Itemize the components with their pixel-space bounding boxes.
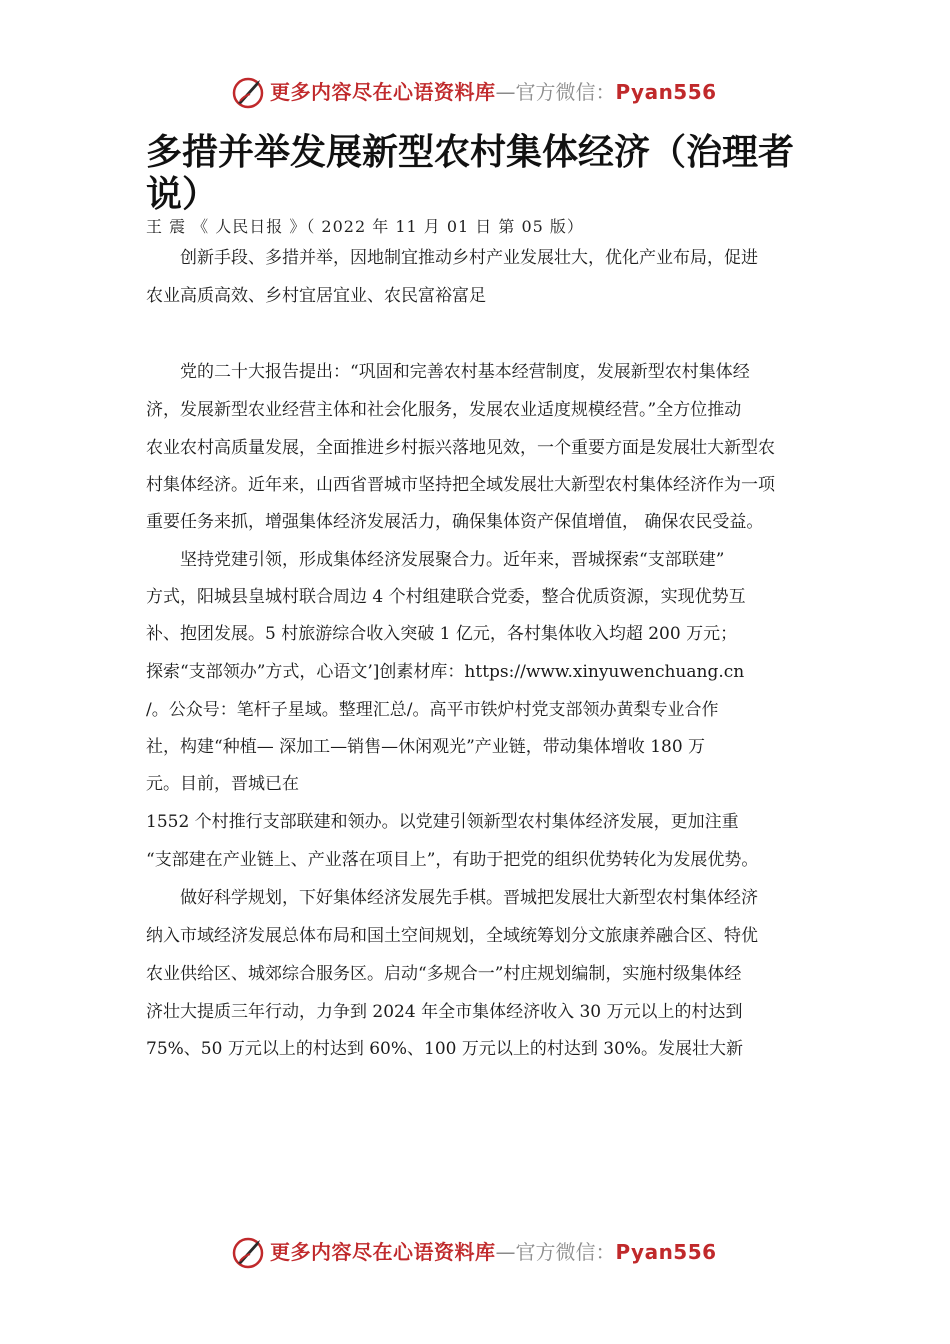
banner-label: 官方微信：	[515, 80, 616, 104]
banner-main-text: 更多内容尽在心语资料库	[270, 80, 496, 104]
body-text-line: 济壮大提质三年行动，力争到 2024 年全市集体经济收入 30 万元以上的村达到	[146, 1002, 743, 1022]
footer-banner	[0, 1232, 950, 1272]
body-text-line: 农业高质高效、乡村宜居宜业、农民富裕富足	[146, 286, 486, 306]
header-banner	[0, 72, 950, 112]
body-text-line: 村集体经济。近年来，山西省晋城市坚持把全域发展壮大新型农村集体经济作为一项	[146, 475, 775, 495]
body-text-line: 坚持党建引领，形成集体经济发展聚合力。近年来，晋城探索“支部联建”	[146, 550, 725, 570]
body-text-line: 做好科学规划，下好集体经济发展先手棋。晋城把发展壮大新型农村集体经济	[146, 888, 758, 908]
body-text-line: 党的二十大报告提出：“巩固和完善农村基本经营制度，发展新型农村集体经	[146, 362, 750, 382]
body-text-line: 方式，阳城县皇城村联合周边 4 个村组建联合党委，整合优质资源，实现优势互	[146, 587, 746, 607]
banner-label: 官方微信：	[515, 1240, 616, 1264]
article-title: 多措并举发展新型农村集体经济（治理者说）	[146, 132, 795, 215]
banner-main-text: 更多内容尽在心语资料库	[270, 1240, 496, 1264]
banner-text	[270, 1239, 717, 1265]
body-text-line: 补、抱团发展。5 村旅游综合收入突破 1 亿元，各村集体收入均超 200 万元；	[146, 624, 738, 644]
banner-account: Pyan556	[615, 80, 717, 104]
body-text-line: “支部建在产业链上、产业落在项目上”，有助于把党的组织优势转化为发展优势。	[146, 850, 759, 870]
body-text-line: 创新手段、多措并举，因地制宜推动乡村产业发展壮大，优化产业布局，促进	[146, 248, 758, 268]
body-text-line: 探索“支部领办”方式，心语文’]创素材库：https://www.xinyuwenchuang.cn	[146, 662, 745, 682]
banner-account: Pyan556	[615, 1240, 717, 1264]
banner-dash: —	[495, 1240, 516, 1264]
article-byline: 王 震 《 人民日报 》（ 2022 年 11 月 01 日 第 05 版）	[146, 217, 584, 236]
body-text-line: /。公众号：笔杆子星域。整理汇总/。高平市铁炉村党支部领办黄梨专业合作	[146, 700, 719, 720]
quill-seal-logo-icon	[230, 1234, 266, 1270]
body-text-line: 社，构建“种植— 深加工—销售—休闲观光”产业链，带动集体增收 180 万	[146, 737, 706, 757]
body-text-line: 农业农村高质量发展，全面推进乡村振兴落地见效，一个重要方面是发展壮大新型农	[146, 438, 775, 458]
body-text-line: 1552 个村推行支部联建和领办。以党建引领新型农村集体经济发展，更加注重	[146, 812, 739, 832]
body-text-line: 75%、50 万元以上的村达到 60%、100 万元以上的村达到 30%。发展壮大新	[146, 1039, 744, 1059]
body-text-line: 重要任务来抓，增强集体经济发展活力，确保集体资产保值增值， 确保农民受益。	[146, 512, 764, 532]
banner-dash: —	[495, 80, 516, 104]
body-text-line: 元。目前，晋城已在	[146, 774, 299, 794]
body-text-line: 纳入市域经济发展总体布局和国土空间规划，全域统筹划分文旅康养融合区、特优	[146, 926, 758, 946]
body-text-line: 农业供给区、城郊综合服务区。启动“多规合一”村庄规划编制，实施村级集体经	[146, 964, 742, 984]
body-text-line: 济，发展新型农业经营主体和社会化服务，发展农业适度规模经营。”全方位推动	[146, 400, 742, 420]
quill-seal-logo-icon	[230, 74, 266, 110]
banner-text	[270, 79, 717, 105]
